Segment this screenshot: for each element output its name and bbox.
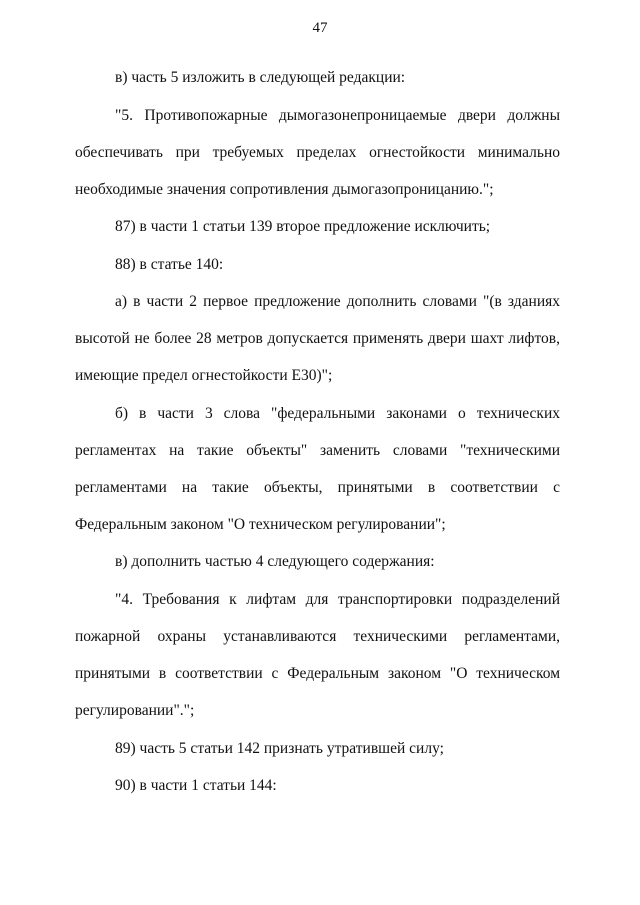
page-number: 47 <box>312 20 328 36</box>
text-line: 88) в статье 140: <box>115 256 224 273</box>
text-line: высотой не более 28 метров допускается применять двери шахт лифтов, <box>75 330 560 347</box>
text-line: в) дополнить частью 4 следующего содержания: <box>115 553 435 570</box>
text-line: а) в части 2 первое предложение дополнить словами "(в зданиях <box>115 293 560 310</box>
text-line: "5. Противопожарные дымогазонепроницаемые двери должны <box>115 107 560 124</box>
text-line: обеспечивать при требуемых пределах огнестойкости минимально <box>75 144 560 161</box>
text-line: пожарной охраны устанавливаются техническими регламентами, <box>75 628 560 645</box>
text-line: регулировании"."; <box>75 702 195 719</box>
text-line: 90) в части 1 статьи 144: <box>115 777 277 794</box>
text-line: 89) часть 5 статьи 142 признать утратившей силу; <box>115 740 444 757</box>
text-line: имеющие предел огнестойкости E30)"; <box>75 367 333 384</box>
text-line: регламентах на такие объекты" заменить словами "техническими <box>75 442 560 459</box>
text-line: 87) в части 1 статьи 139 второе предложение исключить; <box>115 218 491 235</box>
text-line: "4. Требования к лифтам для транспортировки подразделений <box>115 591 560 608</box>
text-line: принятыми в соответствии с Федеральным законом "О техническом <box>75 665 560 682</box>
text-line: б) в части 3 слова "федеральными законами о технических <box>115 405 560 422</box>
text-line: в) часть 5 изложить в следующей редакции: <box>115 69 406 86</box>
text-line: Федеральным законом "О техническом регулировании"; <box>75 516 446 533</box>
text-line: необходимые значения сопротивления дымогазопроницанию."; <box>75 181 494 198</box>
text-line: регламентами на такие объекты, принятыми в соответствии с <box>75 479 560 496</box>
